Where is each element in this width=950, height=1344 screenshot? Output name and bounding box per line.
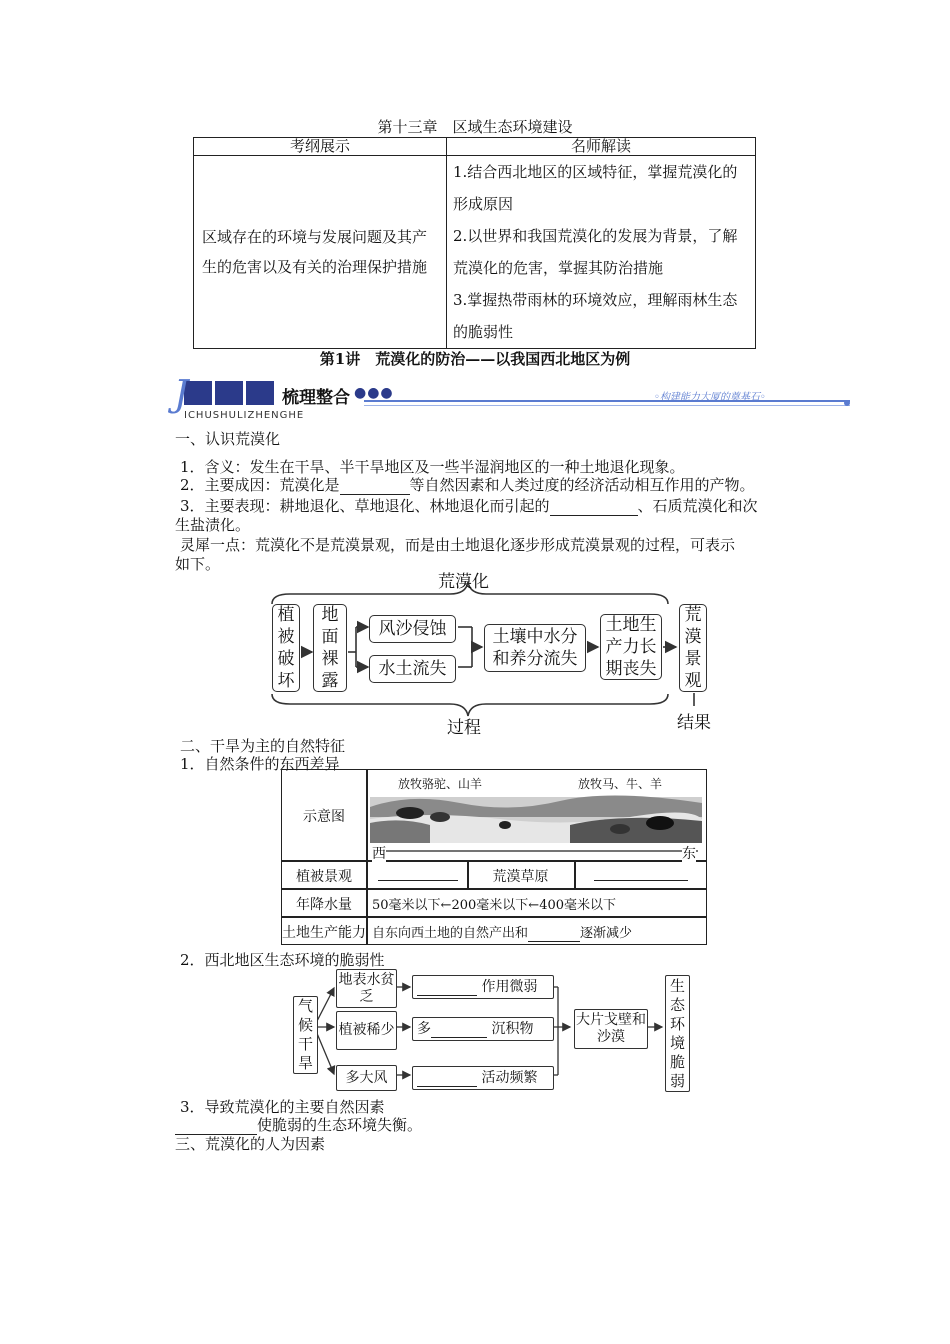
flow1-box-soil-erosion: 水土流失 [369, 655, 456, 683]
section1-tip-cont: 如下。 [175, 555, 221, 573]
syllabus-col-left: 考纲展示 [194, 138, 447, 156]
section2-item1: 1．自然条件的东西差异 [180, 755, 340, 773]
banner-block-3 [246, 381, 274, 405]
flow2-box-fragile-environment: 生态环境脆弱 [665, 975, 690, 1092]
syllabus-item-3: 3.掌握热带雨林的环境效应，理解雨林生态的脆弱性 [453, 291, 738, 341]
flow1-box-bare-ground: 地面裸露 [313, 604, 347, 692]
section2-item3: 3．导致荒漠化的主要自然因素 [180, 1098, 385, 1116]
flow1-box-desert-landscape: 荒漠景观 [679, 604, 707, 692]
banner-title: 梳理整合 [282, 388, 350, 408]
flow2-box-arid-climate: 气候干旱 [293, 996, 318, 1074]
section2-heading: 二、干旱为主的自然特征 [180, 737, 346, 755]
syllabus-item-1: 1.结合西北地区的区域特征，掌握荒漠化的形成原因 [453, 163, 738, 213]
row-label-precipitation: 年降水量 [296, 897, 352, 913]
blank-manifestation[interactable] [550, 497, 638, 516]
section-banner [174, 374, 850, 426]
land-productivity-text: 自东向西土地的自然产出和 逐渐减少 [372, 926, 633, 941]
flow1-box-nutrient-loss: 土壤中水分和养分流失 [484, 624, 586, 672]
east-west-table [281, 769, 707, 945]
section1-item1: 1．含义：发生在干旱、半干旱地区及一些半湿润地区的一种土地退化现象。 [180, 458, 685, 476]
syllabus-right-cell [447, 156, 756, 349]
row-label-vegetation: 植被景观 [296, 869, 352, 885]
direction-east: 东 [682, 843, 696, 863]
section1-item3-cont: 生盐渍化。 [175, 516, 251, 534]
blank-causes[interactable] [340, 476, 410, 495]
flow2-box-windy: 多大风 [336, 1065, 397, 1091]
row-label-diagram: 示意图 [303, 809, 345, 825]
flow2-effect-1: 作用微弱 [412, 975, 554, 999]
lecture-title: 第1讲 荒漠化的防治——以我国西北地区为例 [319, 350, 631, 368]
flow2-box-gobi-desert: 大片戈壁和沙漠 [574, 1009, 648, 1049]
banner-slogan: ◦构建能力大厦的奠基石◦ [654, 392, 766, 403]
banner-letter: J [174, 374, 189, 415]
syllabus-item-2: 2.以世界和我国荒漠化的发展为背景，了解荒漠化的危害，掌握其防治措施 [453, 227, 738, 277]
blank-effect-1[interactable] [417, 978, 477, 996]
section1-heading: 一、认识荒漠化 [175, 430, 281, 448]
flow2-effect-2: 多 沉积物 [412, 1017, 554, 1041]
img-caption-west: 放牧骆驼、山羊 [398, 777, 483, 791]
section2-item3-text: 使脆弱的生态环境失衡。 [175, 1114, 422, 1135]
flow2-box-water-scarce: 地表水贫乏 [336, 969, 397, 1008]
cell-desert-steppe: 荒漠草原 [492, 869, 549, 885]
blank-effect-3[interactable] [417, 1069, 477, 1087]
syllabus-left-text: 区域存在的环境与发展问题及其产生的危害以及有关的治理保护措施 [194, 156, 447, 349]
precipitation-values: 50毫米以下←200毫米以下←400毫米以下 [372, 898, 617, 913]
flow1-result-label: 结果 [677, 713, 711, 733]
syllabus-col-right: 名师解读 [447, 138, 756, 156]
blank-productivity[interactable] [528, 926, 580, 942]
banner-rule-thin [364, 405, 850, 406]
banner-rule [364, 400, 850, 402]
flow1-bottom-label: 过程 [447, 718, 481, 738]
flow1-box-vegetation-destruction: 植被破坏 [272, 604, 300, 692]
flow1-box-productivity-loss: 土地生产力长期丧失 [600, 614, 662, 680]
section3-heading: 三、荒漠化的人为因素 [175, 1135, 326, 1153]
section1-item3: 3．主要表现：耕地退化、草地退化、林地退化而引起的 、石质荒漠化和次 [180, 497, 758, 515]
flow2-box-sparse-vegetation: 植被稀少 [336, 1011, 397, 1050]
blank-west-vegetation[interactable] [378, 880, 458, 881]
blank-east-vegetation[interactable] [594, 880, 688, 881]
flow1-top-label: 荒漠化 [438, 572, 489, 592]
banner-pinyin: ICHUSHULIZHENGHE [184, 410, 305, 421]
flow1-box-wind-erosion: 风沙侵蚀 [369, 615, 456, 643]
syllabus-table [193, 137, 756, 349]
section1-item2: 2．主要成因：荒漠化是 等自然因素和人类过度的经济活动相互作用的产物。 [180, 476, 755, 494]
img-caption-east: 放牧马、牛、羊 [578, 777, 663, 791]
section1-tip: 灵犀一点：荒漠化不是荒漠景观，而是由土地退化逐步形成荒漠景观的过程，可表示 [180, 536, 736, 554]
banner-block-2 [215, 381, 243, 405]
banner-dot [844, 400, 850, 406]
chapter-title: 第十三章 区域生态环境建设 [377, 118, 573, 136]
direction-west: 西 [372, 843, 386, 863]
row-label-land-productivity: 土地生产能力 [282, 925, 366, 941]
banner-ellipsis-icon: ●●● [354, 385, 394, 401]
flow2-effect-3: 活动频繁 [412, 1066, 554, 1090]
section2-item2: 2．西北地区生态环境的脆弱性 [180, 951, 385, 969]
blank-effect-2[interactable] [431, 1020, 487, 1038]
